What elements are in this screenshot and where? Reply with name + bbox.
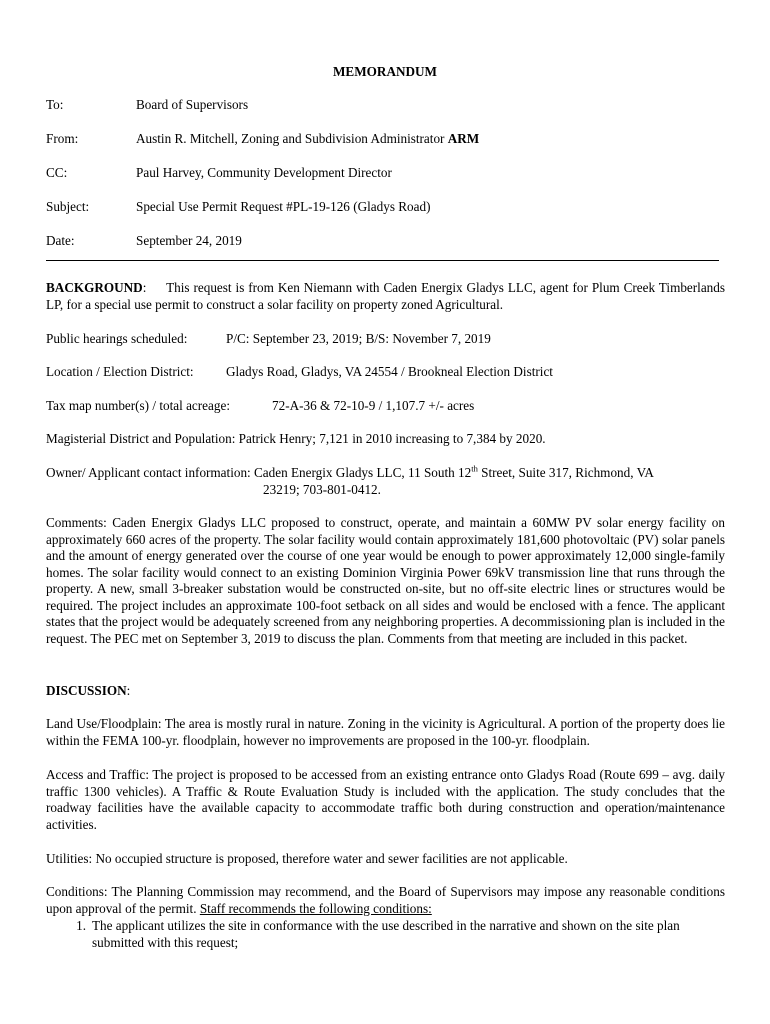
subject-value: Special Use Permit Request #PL-19-126 (Gladys Road) <box>136 199 431 214</box>
hearings-row <box>46 331 491 348</box>
location-label: Location / Election District: <box>46 364 194 379</box>
background-heading: BACKGROUND <box>46 280 143 295</box>
date-value: September 24, 2019 <box>136 233 242 248</box>
hearings-label: Public hearings scheduled: <box>46 331 188 346</box>
list-item-number: 1. <box>76 918 86 933</box>
list-item-text: The applicant utilizes the site in conformance with the use described in the narrative and shown on the site plan submitted with this request; <box>92 918 680 950</box>
owner-superscript: th <box>471 463 478 474</box>
land-use-paragraph: Land Use/Floodplain: The area is mostly rural in nature. Zoning in the vicinity is Agricultural. A portion of the property does lie within the FEMA 100-yr. floodplain, however no improvements are proposed in the 100-yr. floodplain. <box>46 716 725 748</box>
header-divider <box>46 260 719 261</box>
from-label: From: <box>46 131 79 146</box>
location-value: Gladys Road, Gladys, VA 24554 / Brookneal Election District <box>226 364 553 379</box>
taxmap-label: Tax map number(s) / total acreage: <box>46 398 230 413</box>
date-label: Date: <box>46 233 75 248</box>
taxmap-value: 72-A-36 & 72-10-9 / 1,107.7 +/- acres <box>272 398 475 413</box>
background-text: : This request is from Ken Niemann with Caden Energix Gladys LLC, agent for Plum Creek Timberlands LP, for a special use permit to construct a solar facility on property zoned Agricultural. <box>46 280 725 312</box>
cc-value: Paul Harvey, Community Development Director <box>136 165 392 180</box>
discussion-heading: DISCUSSION <box>46 683 127 698</box>
from-value <box>136 131 479 148</box>
magisterial-line: Magisterial District and Population: Patrick Henry; 7,121 in 2010 increasing to 7,384 by 2020. <box>46 431 546 446</box>
conditions-underlined: Staff recommends the following conditions: <box>199 900 432 916</box>
owner-text-cont: Street, Suite 317, Richmond, VA <box>477 465 654 480</box>
discussion-heading-line <box>46 683 130 700</box>
discussion-heading-colon: : <box>126 683 131 698</box>
to-label: To: <box>46 97 64 112</box>
from-initials: ARM <box>447 131 480 146</box>
owner-line <box>46 465 654 482</box>
access-paragraph: Access and Traffic: The project is proposed to be accessed from an existing entrance onto Gladys Road (Route 699 – avg. daily traffic 1300 vehicles). A Traffic & Route Evaluation Study is included with the application. The study concludes that the roadway facilities have the available capacity to accommodate traffic both during construction and operation/maintenance activities. <box>46 767 725 832</box>
list-item <box>46 918 725 951</box>
cc-label: CC: <box>46 165 68 180</box>
from-name: Austin R. Mitchell, Zoning and Subdivision Administrator <box>136 131 448 146</box>
background-paragraph <box>46 280 725 313</box>
memo-title: MEMORANDUM <box>332 64 437 79</box>
owner-text: Owner/ Applicant contact information: Caden Energix Gladys LLC, 11 South 12 <box>46 465 472 480</box>
conditions-paragraph <box>46 884 725 917</box>
subject-label: Subject: <box>46 199 90 214</box>
taxmap-row <box>46 398 475 415</box>
conditions-text: Conditions: The Planning Commission may recommend, and the Board of Supervisors may impose any reasonable conditions upon approval of the permit. <box>46 884 725 916</box>
to-value: Board of Supervisors <box>136 97 249 112</box>
utilities-paragraph: Utilities: No occupied structure is proposed, therefore water and sewer facilities are not applicable. <box>46 851 568 866</box>
location-row <box>46 364 553 381</box>
owner-line-2: 23219; 703-801-0412. <box>263 482 381 497</box>
comments-paragraph: Comments: Caden Energix Gladys LLC proposed to construct, operate, and maintain a 60MW PV solar energy facility on approximately 660 acres of the property. The solar facility would contain approximately 181,600 photovoltaic (PV) solar panels and the amount of energy generated over the course of one year would be enough to power approximately 12,000 single-family homes. The solar facility would connect to an existing Dominion Virginia Power 69kV transmission line that runs through the property. A new, small 3-breaker substation would be constructed on-site, but no off-site electric lines or structures would be required. The project includes an approximate 100-foot setback on all sides and would be enclosed with a fence. The applicant states that the project would be adequately screened from any neighboring properties. A decommissioning plan is included in the request. The PEC met on September 3, 2019 to discuss the plan. Comments from that meeting are included in this packet. <box>46 515 725 646</box>
hearings-value: P/C: September 23, 2019; B/S: November 7, 2019 <box>226 331 491 346</box>
